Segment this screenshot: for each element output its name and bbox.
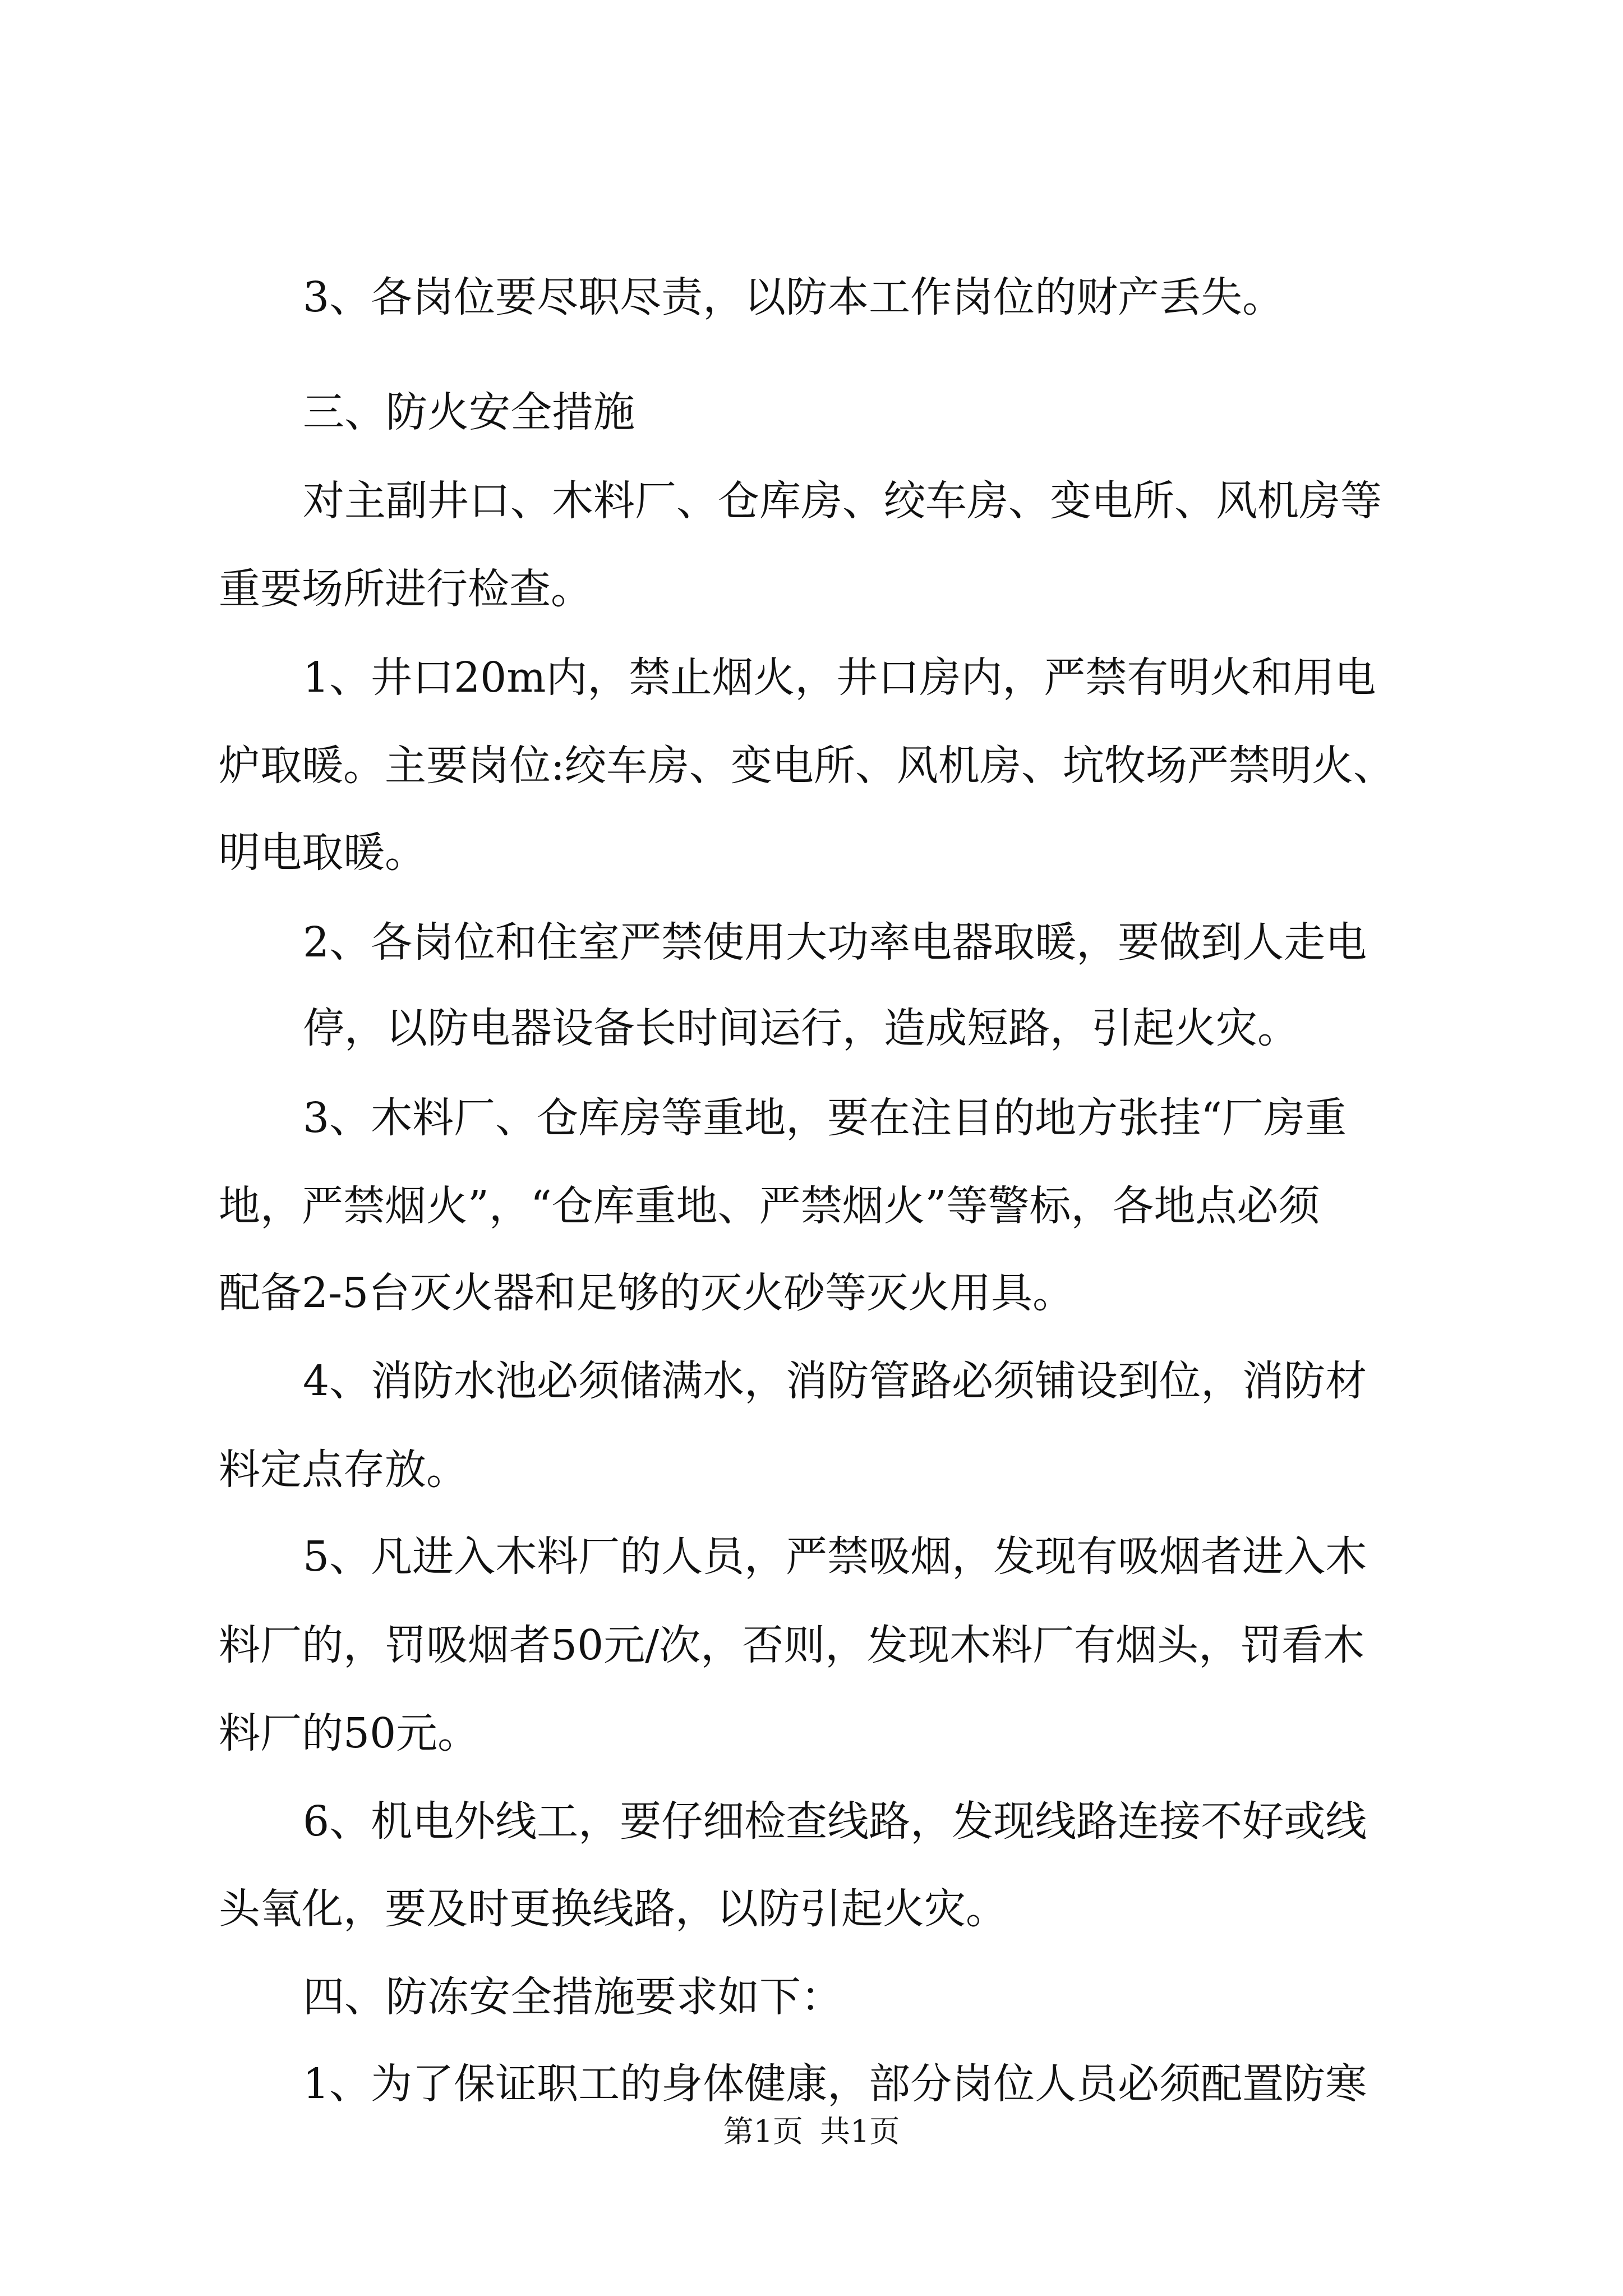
text-line-19: 头氧化，要及时更换线路，以防引起火灾。	[219, 1885, 1007, 1933]
text-line-14: 料定点存放。	[219, 1446, 468, 1494]
text-line-2: 三、防火安全措施	[303, 388, 635, 436]
text-line-11: 地，严禁烟火”，“仓库重地、严禁烟火”等警标，各地点必须	[219, 1182, 1320, 1230]
page-footer	[0, 2112, 1623, 2151]
text-line-15: 5、凡进入木料厂的人员，严禁吸烟，发现有吸烟者进入木	[303, 1533, 1367, 1581]
text-line-1: 3、各岗位要尽职尽责，以防本工作岗位的财产丢失。	[303, 273, 1284, 321]
text-line-6: 炉取暖。主要岗位:绞车房、变电所、风机房、坑牧场严禁明火、	[219, 742, 1395, 790]
text-line-5: 1、井口20m内，禁止烟火，井口房内，严禁有明火和用电	[303, 654, 1376, 702]
text-line-7: 明电取暖。	[219, 829, 426, 877]
text-line-17: 料厂的50元。	[219, 1709, 479, 1757]
text-line-9: 停，以防电器设备长时间运行，造成短路，引起火灾。	[303, 1004, 1299, 1052]
page-number: 第1页	[723, 2114, 803, 2149]
text-line-20: 四、防冻安全措施要求如下：	[303, 1973, 842, 2021]
text-line-16: 料厂的，罚吸烟者50元/次，否则，发现木料厂有烟头，罚看木	[219, 1621, 1365, 1669]
text-line-21: 1、为了保证职工的身体健康，部分岗位人员必须配置防寒	[303, 2060, 1367, 2108]
page-total: 共1页	[820, 2114, 900, 2149]
text-line-18: 6、机电外线工，要仔细检查线路，发现线路连接不好或线	[303, 1797, 1367, 1846]
text-line-4: 重要场所进行检查。	[219, 565, 592, 613]
text-line-8: 2、各岗位和住室严禁使用大功率电器取暖，要做到人走电	[303, 918, 1367, 967]
text-line-10: 3、木料厂、仓库房等重地，要在注目的地方张挂“厂房重	[303, 1094, 1347, 1142]
text-line-13: 4、消防水池必须储满水，消防管路必须铺设到位，消防材	[303, 1357, 1367, 1405]
text-line-12: 配备2-5台灭火器和足够的灭火砂等灭火用具。	[219, 1269, 1075, 1317]
text-line-3: 对主副井口、木料厂、仓库房、绞车房、变电所、风机房等	[303, 477, 1382, 525]
